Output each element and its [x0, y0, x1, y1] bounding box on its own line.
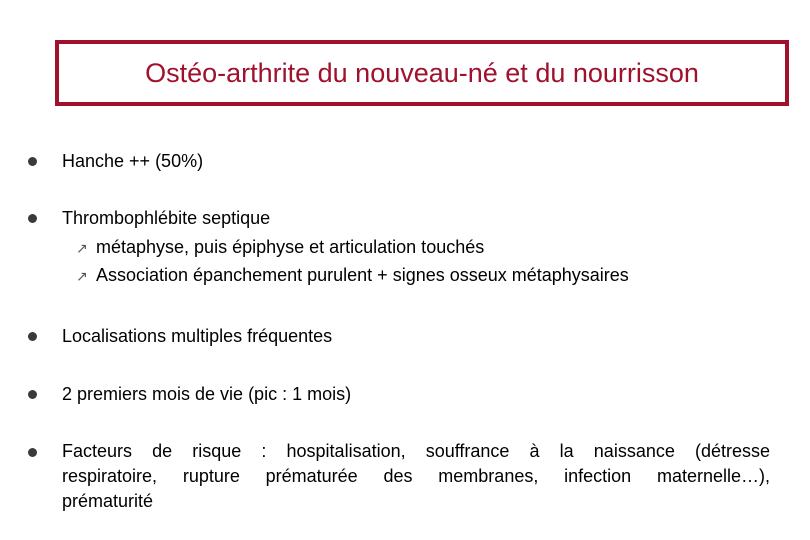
arrow-up-right-icon: ↗ [76, 240, 88, 256]
circle-bullet-icon [28, 214, 37, 223]
bullet-line: prématurité [62, 491, 154, 511]
circle-bullet-icon [28, 157, 37, 166]
sub-bullet-text: Association épanchement purulent + signes osseux métaphysaires [96, 265, 629, 285]
title-frame [55, 40, 789, 106]
page-title: Ostéo-arthrite du nouveau-né et du nourrisson [145, 57, 699, 88]
bullet-paragraph [62, 439, 770, 514]
bullet-text: 2 premiers mois de vie (pic : 1 mois) [62, 384, 352, 404]
circle-bullet-icon [28, 390, 37, 399]
arrow-up-right-icon: ↗ [76, 268, 88, 284]
sub-bullet-text: métaphyse, puis épiphyse et articulation touchés [96, 237, 485, 257]
bullet-text: Localisations multiples fréquentes [62, 326, 333, 346]
sub-list-item [76, 235, 484, 260]
bullet-line: Facteurs de risque : hospitalisation, souffrance à la naissance (détresse [62, 441, 770, 461]
sub-list-item [76, 263, 629, 288]
bullet-text: Hanche ++ (50%) [62, 151, 204, 171]
circle-bullet-icon [28, 448, 37, 457]
bullet-text: Thrombophlébite septique [62, 208, 271, 228]
circle-bullet-icon [28, 332, 37, 341]
bullet-line: respiratoire, rupture prématurée des membranes, infection maternelle…), [62, 466, 770, 486]
